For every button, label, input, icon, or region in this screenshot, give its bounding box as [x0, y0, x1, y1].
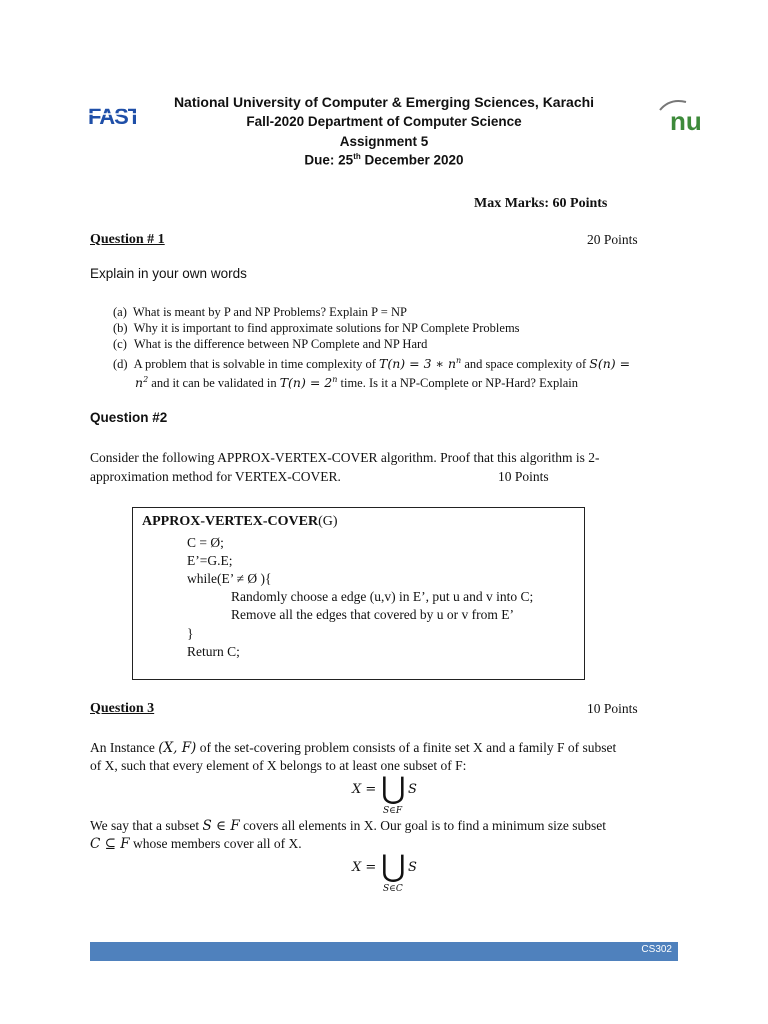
- department-line: Fall-2020 Department of Computer Science: [246, 114, 522, 129]
- algo-line-7: Return C;: [187, 644, 240, 659]
- due-date: Due: 25th December 2020: [304, 152, 464, 168]
- svg-text:nu: nu: [670, 106, 702, 136]
- q1-item-d-line2: $n^2$ and it can be validated in $T(n) = 2^n$ time. Is it a NP-Complete or NP-Hard? Explain: [135, 375, 578, 391]
- svg-text:FAST: FAST: [88, 104, 136, 129]
- algo-line-6: }: [187, 626, 194, 641]
- algorithm-title: APPROX-VERTEX-COVER(G): [142, 514, 338, 529]
- question-3-para1: An Instance (X, F) of the set-covering problem consists of a finite set X and a family F of subset: [90, 740, 617, 756]
- question-3-points: 10 Points: [587, 701, 638, 716]
- question-1-title: Question # 1: [90, 232, 165, 247]
- q1-item-a: (a) What is meant by P and NP Problems? Explain P = NP: [113, 305, 407, 319]
- algo-line-3: while(E’ ≠ Ø ){: [187, 571, 272, 586]
- assignment-title: Assignment 5: [339, 134, 429, 149]
- q1-item-d: (d) A problem that is solvable in time complexity of T(n) = 3 ∗ $n^n$ and space complexity of S(n) =: [113, 356, 631, 372]
- question-2-points: 10 Points: [498, 469, 549, 484]
- algo-line-1: C = Ø;: [187, 535, 224, 550]
- question-3-para2: We say that a subset S ∈ F covers all elements in X. Our goal is to find a minimum size subset: [90, 818, 607, 834]
- algo-line-2: E’=G.E;: [187, 553, 233, 568]
- equation-1: X = ⋃ S S∈F: [352, 771, 417, 816]
- algo-line-5: Remove all the edges that covered by u or v from E’: [231, 607, 515, 622]
- question-2-title: Question #2: [90, 410, 168, 425]
- footer-bar: [90, 942, 678, 961]
- question-3-para1-line2: of X, such that every element of X belongs to at least one subset of F:: [90, 758, 467, 773]
- question-2-line1: Consider the following APPROX-VERTEX-COVER algorithm. Proof that this algorithm is 2-: [90, 450, 600, 465]
- algo-line-4: Randomly choose a edge (u,v) in E’, put u and v into C;: [231, 589, 534, 604]
- question-3-para2-line2: C ⊆ F whose members cover all of X.: [90, 836, 302, 852]
- course-code: CS302: [641, 944, 672, 955]
- q1-item-b: (b) Why it is important to find approximate solutions for NP Complete Problems: [113, 321, 520, 335]
- algorithm-box: [132, 507, 585, 680]
- q1-item-c: (c) What is the difference between NP Complete and NP Hard: [113, 337, 428, 351]
- question-2-line2: approximation method for VERTEX-COVER.: [90, 469, 341, 484]
- question-3-title: Question 3: [90, 701, 155, 716]
- max-marks: Max Marks: 60 Points: [474, 196, 608, 211]
- equation-2: X = ⋃ S S∈C: [352, 849, 417, 894]
- question-1-points: 20 Points: [587, 232, 638, 247]
- question-1-intro: Explain in your own words: [90, 266, 247, 281]
- university-name: National University of Computer & Emerging Sciences, Karachi: [173, 94, 595, 110]
